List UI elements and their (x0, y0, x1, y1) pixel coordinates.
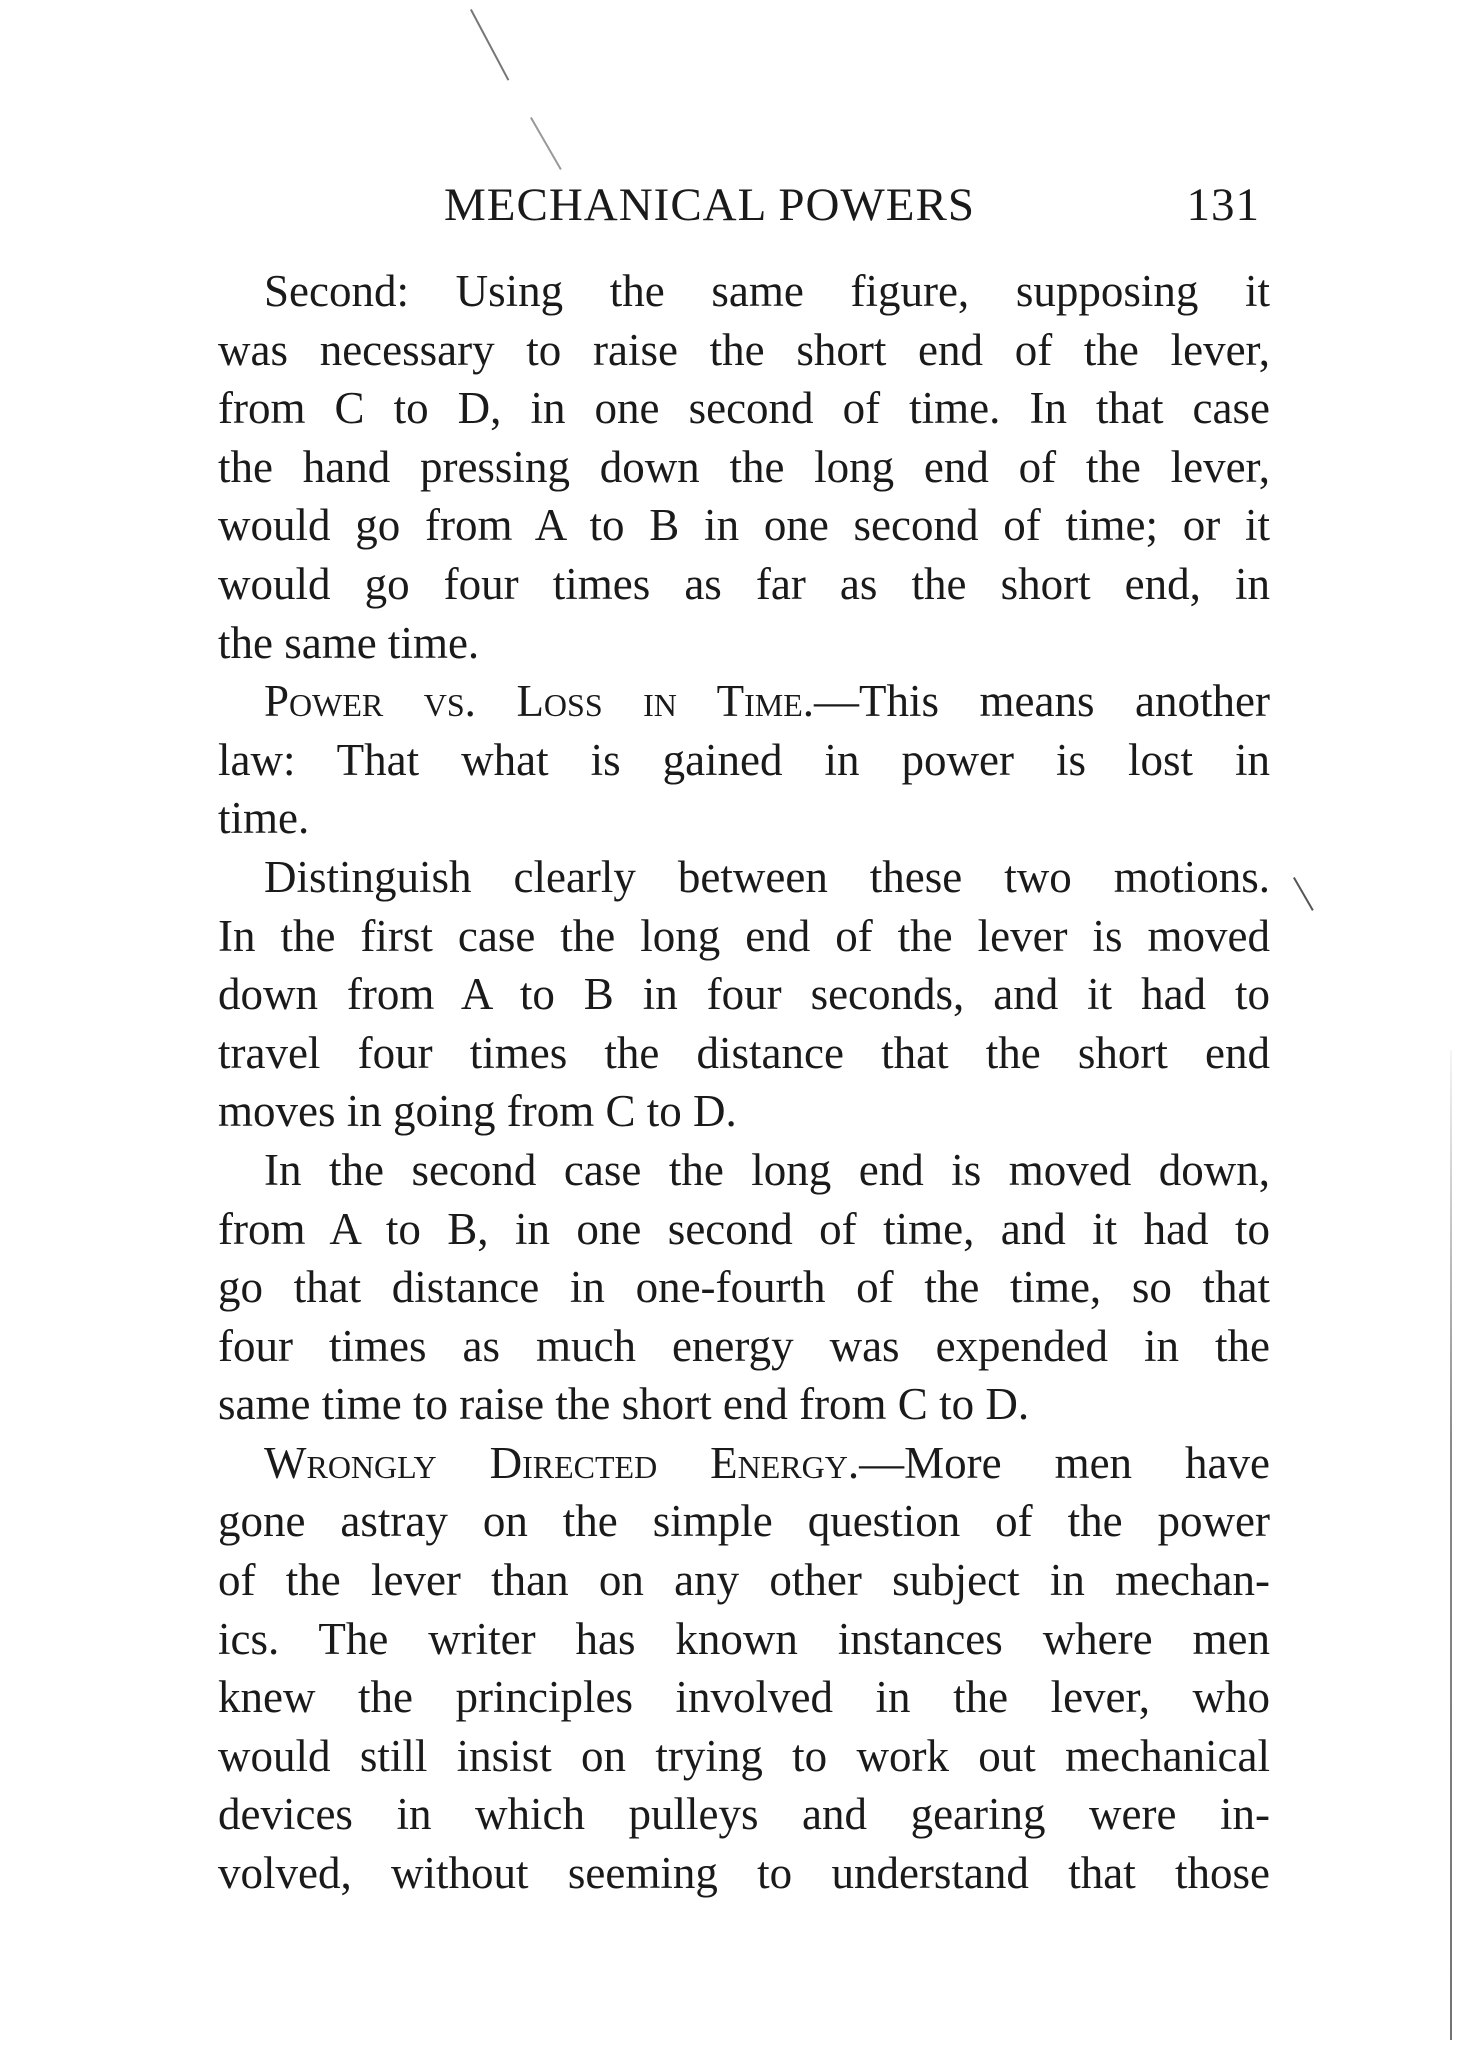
text-run: —More men have (859, 1437, 1270, 1488)
text-line: was necessary to raise the short end of the lever, (218, 324, 1270, 375)
text-line: Second: Using the same figure, supposing it (264, 266, 1270, 316)
text-line (218, 1434, 1270, 1493)
text-line: devices in which pulleys and gearing were in- (218, 1789, 1270, 1840)
text-line: the same time. (218, 617, 480, 668)
text-line: of the lever than on any other subject in mechan- (218, 1555, 1270, 1606)
text-line: volved, without seeming to understand that those (218, 1848, 1270, 1899)
text-line: Distinguish clearly between these two motions. (264, 851, 1270, 902)
text-line: from C to D, in one second of time. In that case (218, 383, 1270, 434)
text-line: the hand pressing down the long end of the lever, (218, 441, 1270, 492)
text-line: same time to raise the short end from C to D. (218, 1379, 1030, 1430)
text-line: knew the principles involved in the lever, who (218, 1672, 1270, 1723)
text-line: time. (218, 793, 310, 844)
text-line: gone astray on the simple question of the power (218, 1496, 1270, 1547)
binding-edge-shadow (1450, 1050, 1452, 2040)
text-run: —This means another (814, 676, 1270, 727)
text-line: ics. The writer has known instances where men (218, 1613, 1270, 1664)
text-line: moves in going from C to D. (218, 1086, 737, 1137)
text-line: In the first case the long end of the lever is moved (218, 910, 1270, 961)
text-line: down from A to B in four seconds, and it had to (218, 969, 1270, 1020)
section-heading: Power vs. Loss in Time. (264, 676, 815, 727)
text-line: law: That what is gained in power is lost in (218, 734, 1270, 785)
text-line: four times as much energy was expended in the (218, 1320, 1270, 1371)
running-head (218, 178, 1270, 238)
running-title: MECHANICAL POWERS (444, 179, 975, 231)
scan-scratch-mark (530, 117, 562, 170)
text-line: from A to B, in one second of time, and it had to (218, 1203, 1270, 1254)
text-line: In the second case the long end is moved down, (264, 1144, 1270, 1195)
section-heading: Wrongly Directed Energy. (264, 1437, 860, 1488)
text-line: travel four times the distance that the short end (218, 1027, 1270, 1078)
text-line: would go four times as far as the short end, in (218, 558, 1270, 609)
text-line: go that distance in one-fourth of the time, so that (218, 1262, 1270, 1313)
scan-scratch-mark (1293, 877, 1314, 911)
text-line: would still insist on trying to work out mechanical (218, 1730, 1270, 1781)
text-line: would go from A to B in one second of time; or it (218, 500, 1270, 551)
page-number: 131 (1186, 179, 1260, 231)
scan-scratch-mark (470, 9, 509, 81)
body-text (218, 262, 1270, 1903)
text-line (218, 672, 1270, 731)
